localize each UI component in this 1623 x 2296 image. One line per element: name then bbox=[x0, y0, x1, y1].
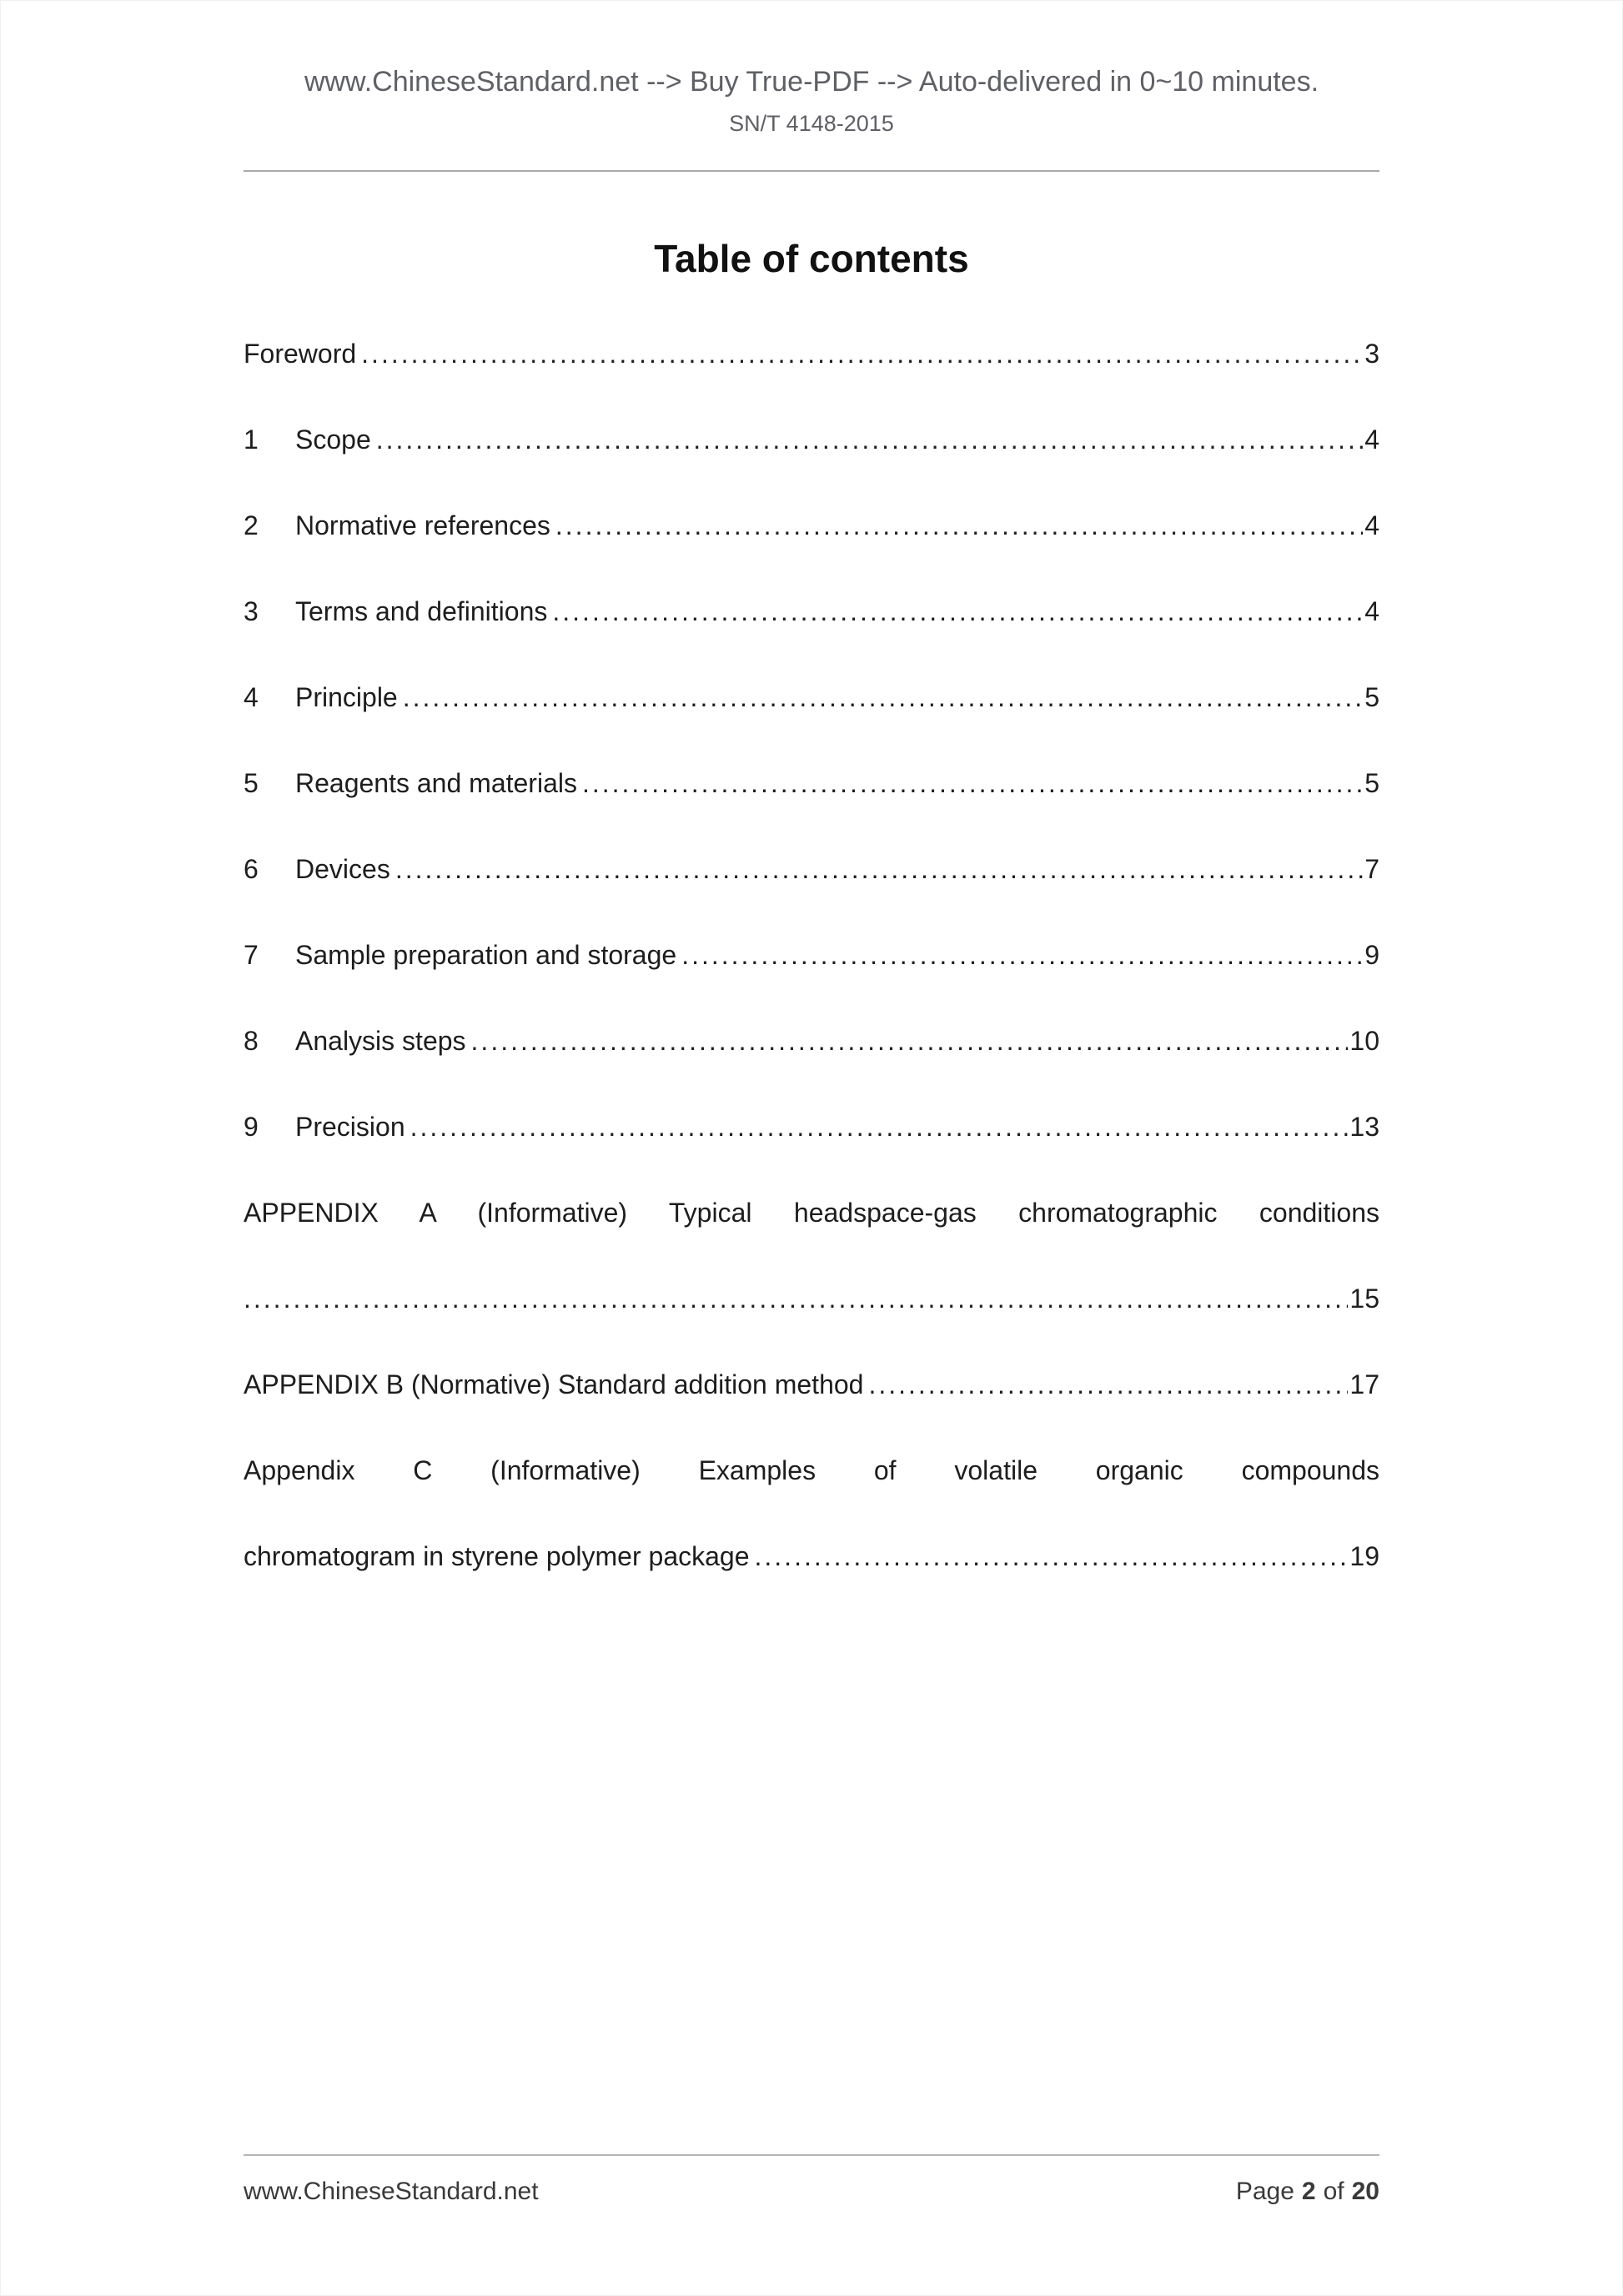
toc-leader-dots bbox=[403, 679, 1363, 716]
toc-entry-precision bbox=[244, 1108, 1379, 1145]
toc-entry-foreword bbox=[244, 335, 1379, 372]
toc-entry-page: 13 bbox=[1349, 1112, 1379, 1142]
footer-page-current: 2 bbox=[1301, 2178, 1316, 2205]
toc-entry-page: 3 bbox=[1364, 339, 1379, 369]
toc-entry-analysis-steps bbox=[244, 1022, 1379, 1059]
toc-entry-label: Reagents and materials bbox=[295, 768, 577, 798]
toc-entry-number: 4 bbox=[244, 682, 259, 712]
toc-entry-label: Principle bbox=[295, 682, 398, 712]
header-note: www.ChineseStandard.net --> Buy True-PDF --> Auto-delivered in 0~10 minutes. bbox=[304, 66, 1319, 98]
toc-leader-dots bbox=[395, 851, 1363, 887]
toc-leader-dots bbox=[471, 1022, 1349, 1059]
toc-entry-label: Precision bbox=[295, 1112, 405, 1142]
toc-entry-appendix-a-line2 bbox=[244, 1280, 1379, 1317]
toc-entry-page: 4 bbox=[1364, 425, 1379, 455]
toc-leader-dots bbox=[582, 765, 1363, 801]
toc-entry-page: 15 bbox=[1349, 1284, 1379, 1314]
toc-entry-scope bbox=[244, 421, 1379, 458]
toc-entry-page: 4 bbox=[1364, 596, 1379, 626]
toc-entry-page: 9 bbox=[1364, 940, 1379, 970]
toc-entry-label: Foreword bbox=[244, 339, 357, 369]
toc-entry-terms-definitions bbox=[244, 593, 1379, 630]
toc-leader-dots bbox=[244, 1280, 1348, 1317]
toc-entry-number: 5 bbox=[244, 768, 259, 798]
toc-leader-dots bbox=[376, 421, 1363, 458]
toc-entry-appendix-a-line1: APPENDIX A (Informative) Typical headspace-gas chromatographic conditions bbox=[244, 1198, 1379, 1228]
toc-entry-number: 9 bbox=[244, 1112, 259, 1142]
toc-entry-page: 4 bbox=[1364, 510, 1379, 540]
page-header bbox=[0, 0, 1623, 172]
toc-entry-devices bbox=[244, 851, 1379, 887]
toc-entry-number: 3 bbox=[244, 596, 259, 626]
footer-page-indicator bbox=[1236, 2178, 1379, 2206]
toc-entry-label: Devices bbox=[295, 854, 390, 884]
toc-entry-label: Sample preparation and storage bbox=[295, 940, 677, 970]
toc-entry-appendix-b bbox=[244, 1366, 1379, 1403]
toc-entry-number: 1 bbox=[244, 425, 259, 455]
toc-entry-page: 17 bbox=[1349, 1369, 1379, 1399]
toc-entry-page: 10 bbox=[1349, 1026, 1379, 1056]
toc-entry-principle bbox=[244, 679, 1379, 716]
toc-entry-page: 5 bbox=[1364, 682, 1379, 712]
toc-entry-number: 2 bbox=[244, 510, 259, 540]
toc-entry-number: 8 bbox=[244, 1026, 259, 1056]
header-rule bbox=[244, 170, 1379, 172]
toc-leader-dots bbox=[552, 593, 1363, 630]
toc-leader-dots bbox=[755, 1538, 1349, 1575]
toc-entry-label: Scope bbox=[295, 425, 371, 455]
toc-entry-number: 6 bbox=[244, 854, 259, 884]
toc-entry-page: 7 bbox=[1364, 854, 1379, 884]
toc-entry-label: chromatogram in styrene polymer package bbox=[244, 1541, 750, 1571]
toc-entry-page: 5 bbox=[1364, 768, 1379, 798]
toc-entry-appendix-c-line2 bbox=[244, 1538, 1379, 1575]
toc-entry-number: 7 bbox=[244, 940, 259, 970]
toc-entry-label: Terms and definitions bbox=[295, 596, 548, 626]
toc-leader-dots bbox=[868, 1366, 1348, 1403]
toc-entry-label: Analysis steps bbox=[295, 1026, 466, 1056]
footer-page-total: 20 bbox=[1351, 2178, 1379, 2205]
toc-entry-sample-preparation bbox=[244, 937, 1379, 973]
toc-entry-reagents-materials bbox=[244, 765, 1379, 801]
toc-leader-dots bbox=[555, 507, 1363, 544]
page-title: Table of contents bbox=[654, 237, 969, 280]
doc-number: SN/T 4148-2015 bbox=[729, 111, 894, 136]
footer-page-label: Page bbox=[1235, 2178, 1294, 2205]
toc-entry-normative-references bbox=[244, 507, 1379, 544]
toc-leader-dots bbox=[681, 937, 1363, 973]
footer-site-link: www.ChineseStandard.net bbox=[244, 2178, 539, 2205]
toc-entry-label: Normative references bbox=[295, 510, 550, 540]
page-footer bbox=[244, 2154, 1379, 2206]
toc-entry-appendix-c-line1: Appendix C (Informative) Examples of volatile organic compounds bbox=[244, 1455, 1379, 1485]
toc-leader-dots bbox=[410, 1108, 1349, 1145]
toc-entry-page: 19 bbox=[1349, 1541, 1379, 1571]
toc-entry-label: APPENDIX B (Normative) Standard addition method bbox=[244, 1369, 864, 1399]
table-of-contents bbox=[244, 335, 1379, 1575]
footer-of-label: of bbox=[1323, 2178, 1344, 2205]
toc-leader-dots bbox=[361, 335, 1363, 372]
